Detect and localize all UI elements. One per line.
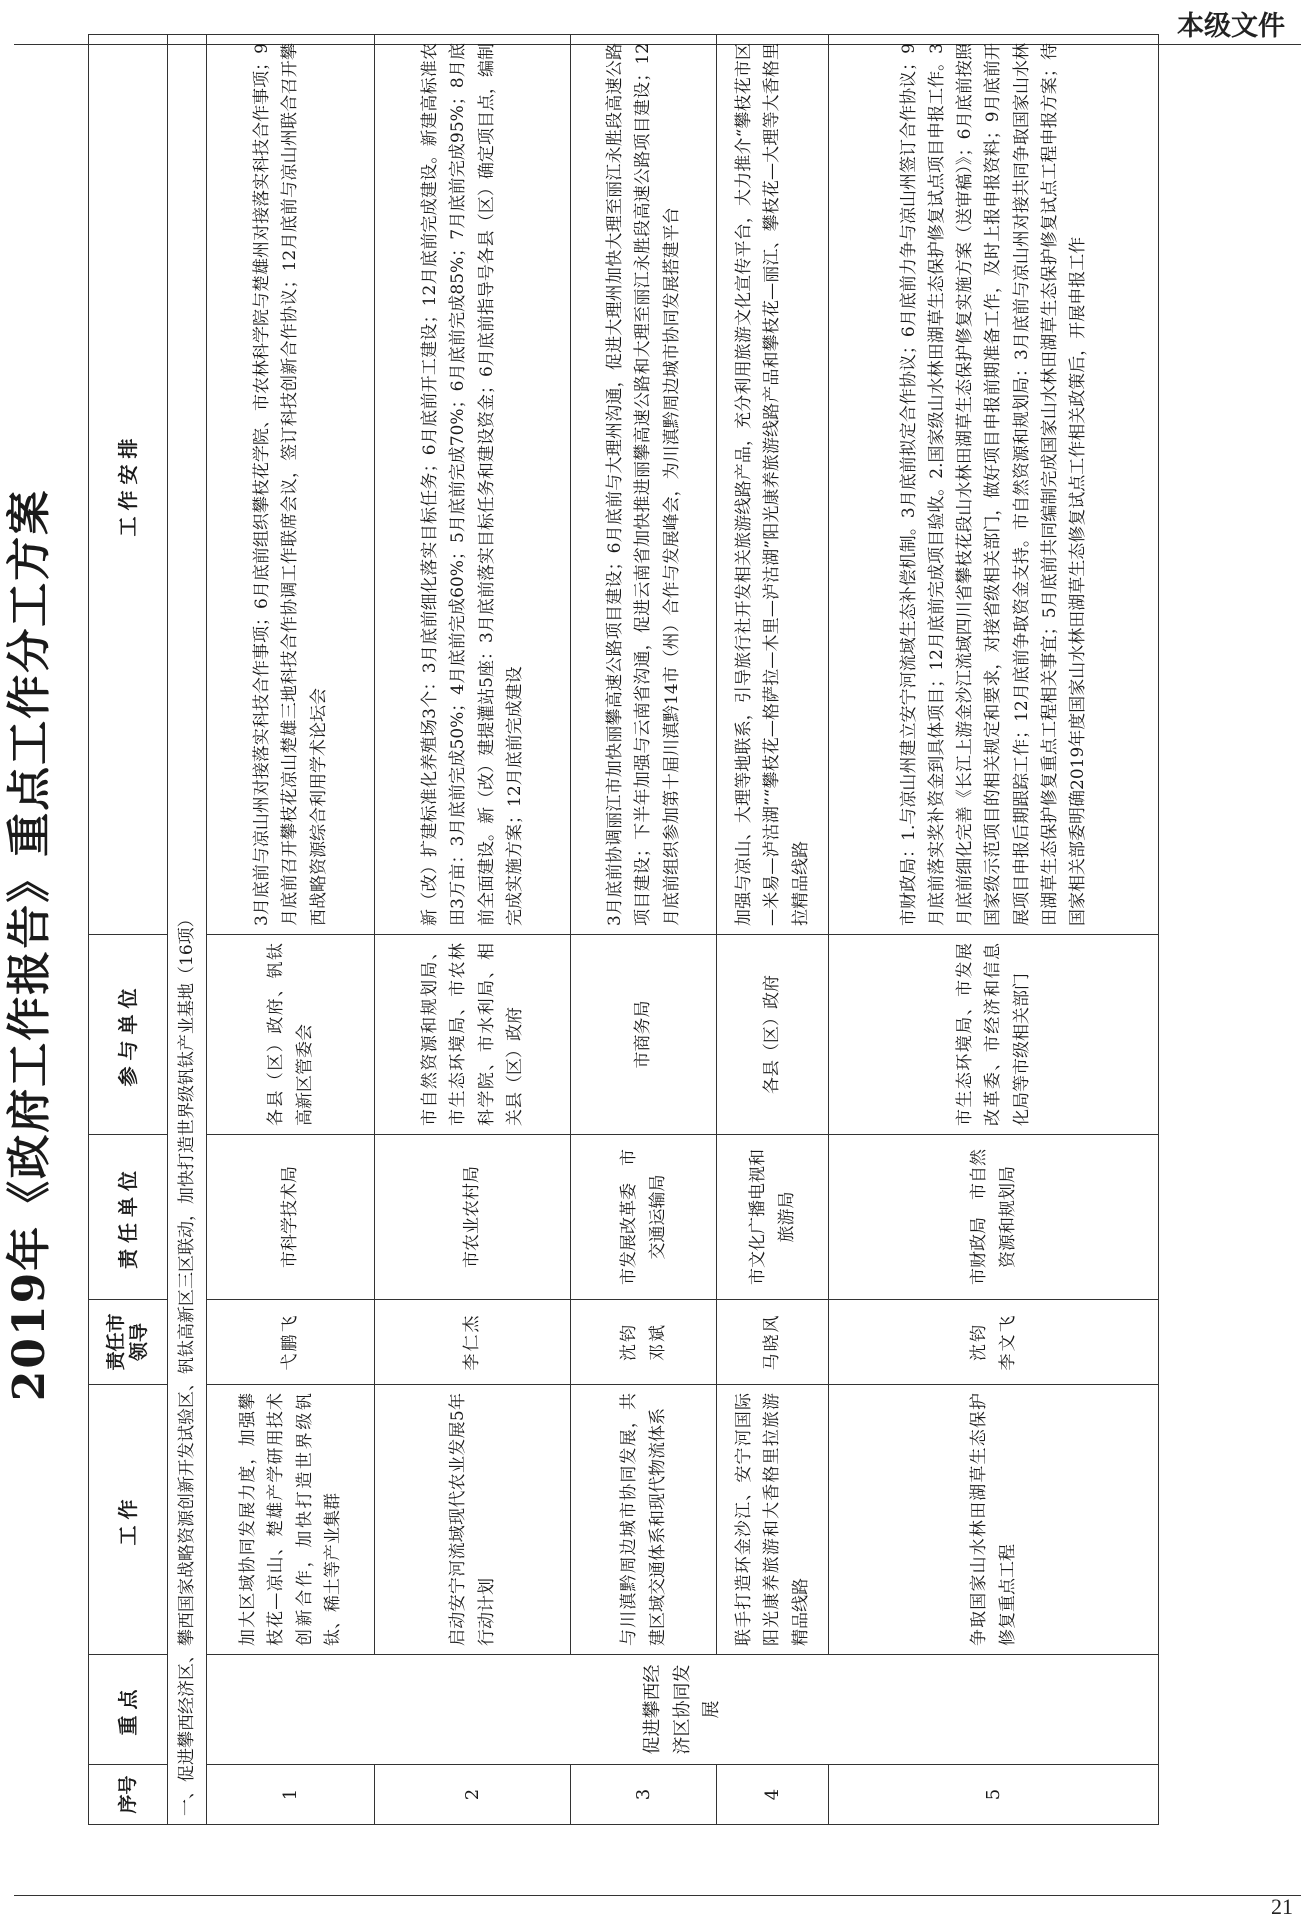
- row-seq: 3: [571, 1765, 717, 1825]
- row-plan: 3月底前协调丽江市加快丽攀高速公路项目建设；6月底前与大理州沟通，促进大理州加快大理至丽江永胜段高速公路项目建设；下半年加强与云南省沟通，促进云南省加快推进丽攀高速公路和大理至丽江永胜段高速公路项目建设；12月底前组织参加第十届川滇黔14市（州）合作与发展峰会，为川滇黔周边城市协同发展搭建平台: [571, 35, 717, 935]
- header-tag: 本级文件: [1177, 11, 1285, 42]
- row-leader: 弋鹏飞: [207, 1300, 375, 1385]
- row-seq: 5: [829, 1765, 1159, 1825]
- row-seq: 2: [375, 1765, 571, 1825]
- header-task: 工作: [89, 1385, 168, 1655]
- table-header-row: [89, 35, 168, 1825]
- row-plan: 3月底前与凉山州对接落实科技合作事项；6月底前组织攀枝花学院、市农林科学院与楚雄州对接落实科技合作事项；9月底前召开攀枝花凉山楚雄三地科技合作协调工作联席会议，签订科技创新合作协议；12月底前与凉山州联合召开攀西战略资源综合利用学术论坛会: [207, 35, 375, 935]
- row-plan: 市财政局：1.与凉山州建立安宁河流域生态补偿机制。3月底前拟定合作协议；6月底前力争与凉山州签订合作协议；9月底前落实奖补资金到具体项目；12月底前完成项目验收。2.国家级山水林田湖草生态保护修复试点项目申报工作。3月底前细化完善《长江上游金沙江流域四川省攀枝花段山水林田湖草生态保护修复实施方案（送审稿）》；6月底前按照国家级示范项目的相关规定和要求，对接省级相关部门，做好项目申报前期准备工作，及时上报申报资料；9月底前开展项目申报后期跟踪工作；12月底前争取资金支持。市自然资源和规划局：3月底前与凉山州对接共同争取国家山水林田湖草生态保护修复重点工程相关事宜；5月底前共同编制完成国家山水林田湖草生态保护修复试点工程申报方案；待国家相关部委明确2019年度国家山水林田湖草生态修复试点工作相关政策后，开展申报工作: [829, 35, 1159, 935]
- table-row: [375, 35, 571, 1825]
- table-row: [829, 35, 1159, 1825]
- row-responsible: 市文化广播电视和旅游局: [717, 1135, 829, 1300]
- page-number: 21: [1271, 1894, 1293, 1919]
- row-responsible: 市科学技术局: [207, 1135, 375, 1300]
- row-leader: 沈钧 李文飞: [829, 1300, 1159, 1385]
- row-plan: 加强与凉山、大理等地联系，引导旅行社开发相关旅游线路产品，充分利用旅游文化宣传平台，大力推介“攀枝花市区—米易—泸沽湖”“攀枝花—格萨拉—木里—泸沽湖”阳光康养旅游线路产品和攀枝花—丽江、攀枝花—大理等大香格里拉精品线路: [717, 35, 829, 935]
- row-responsible: 市财政局 市自然资源和规划局: [829, 1135, 1159, 1300]
- header-responsible: 责任单位: [89, 1135, 168, 1300]
- footer-rule: [14, 1895, 1301, 1896]
- row-task: 加大区域协同发展力度，加强攀枝花—凉山、楚雄产学研用技术创新合作，加快打造世界级钒钛、稀土等产业集群: [207, 1385, 375, 1655]
- header-seq: 序号: [89, 1765, 168, 1825]
- header-participating: 参与单位: [89, 935, 168, 1135]
- row-participating: 市商务局: [571, 935, 717, 1135]
- section-row: [168, 35, 207, 1825]
- task-table: [88, 34, 1159, 1825]
- row-responsible: 市农业农村局: [375, 1135, 571, 1300]
- table-row: [717, 35, 829, 1825]
- row-leader: 马晓风: [717, 1300, 829, 1385]
- row-seq: 4: [717, 1765, 829, 1825]
- header-focus: 重点: [89, 1655, 168, 1765]
- row-task: 联手打造环金沙江、安宁河国际阳光康养旅游和大香格里拉旅游精品线路: [717, 1385, 829, 1655]
- table-row: [207, 35, 375, 1825]
- group-focus: 促进攀西经济区协同发展: [207, 1655, 1159, 1765]
- row-task: 争取国家山水林田湖草生态保护修复重点工程: [829, 1385, 1159, 1655]
- row-participating: 市生态环境局、市发展改革委、市经济和信息化局等市级相关部门: [829, 935, 1159, 1135]
- row-responsible: 市发展改革委 市交通运输局: [571, 1135, 717, 1300]
- row-plan: 新（改）扩建标准化养殖场3个：3月底前细化落实目标任务；6月底前开工建设；12月底前完成建设。新建高标准农田3万亩：3月底前完成50%；4月底前完成60%；5月底前完成70%；6月底前完成85%；7月底前完成95%；8月底前全面建设。新（改）建提灌站5座：3月底前落实目标任务和建设资金；6月底前指导号各县（区）确定项目点，编制完成实施方案；12月底前完成建设: [375, 35, 571, 935]
- row-participating: 各县（区）政府、钒钛高新区管委会: [207, 935, 375, 1135]
- header-plan: 工作安排: [89, 35, 168, 935]
- row-participating: 市自然资源和规划局、市生态环境局、市农林科学院、市水利局、相关县（区）政府: [375, 935, 571, 1135]
- document-title: 2019年《政府工作报告》重点工作分工方案: [4, 488, 55, 1402]
- section-heading: 一、促进攀西经济区、攀西国家战略资源创新开发试验区、钒钛高新区三区联动，加快打造世界级钒钛产业基地（16项）: [168, 35, 207, 1825]
- row-participating: 各县（区）政府: [717, 935, 829, 1135]
- row-seq: 1: [207, 1765, 375, 1825]
- table-row: [571, 35, 717, 1825]
- row-task: 与川滇黔周边城市协同发展，共建区域交通体系和现代物流体系: [571, 1385, 717, 1655]
- row-task: 启动安宁河流域现代农业发展5年行动计划: [375, 1385, 571, 1655]
- row-leader: 李仁杰: [375, 1300, 571, 1385]
- header-leader: 责任市领导: [89, 1300, 168, 1385]
- row-leader: 沈钧 邓斌: [571, 1300, 717, 1385]
- rotated-document: [0, 15, 1215, 1875]
